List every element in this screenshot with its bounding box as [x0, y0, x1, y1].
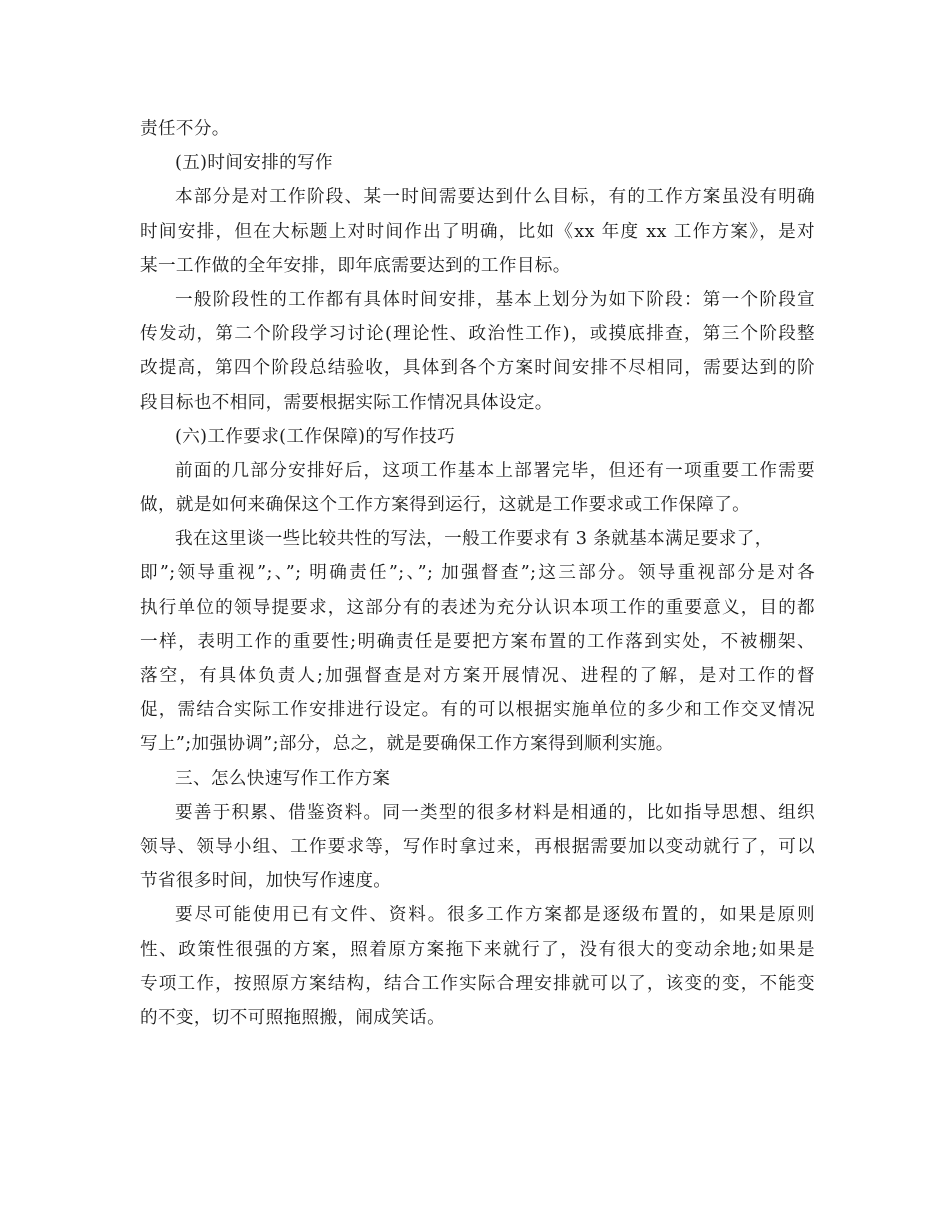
document-body: [140, 112, 815, 1035]
paragraph-line: 专项工作，按照原方案结构，结合工作实际合理安排就可以了，该变的变，不能变: [140, 973, 815, 994]
paragraph-line: 要善于积累、借鉴资料。同一类型的很多材料是相通的，比如指导思想、组织: [175, 802, 815, 823]
paragraph-line: 做，就是如何来确保这个工作方案得到运行，这就是工作要求或工作保障了。: [140, 495, 751, 516]
paragraph-line: 一般阶段性的工作都有具体时间安排，基本上划分为如下阶段：第一个阶段宣: [175, 289, 815, 310]
paragraph-line: 即”;领导重视”;、”; 明确责任”;、”; 加强督查”;这三部分。领导重视部分是对各: [140, 563, 815, 584]
paragraph-line: 节省很多时间，加快写作速度。: [140, 871, 392, 892]
paragraph-line: 责任不分。: [140, 119, 230, 139]
paragraph-line: 传发动，第二个阶段学习讨论(理论性、政治性工作)，或摸底排查，第三个阶段整: [140, 324, 815, 345]
paragraph-line: 某一工作做的全年安排，即年底需要达到的工作目标。: [140, 255, 571, 276]
paragraph-line: 一样，表明工作的重要性;明确责任是要把方案布置的工作落到实处，不被棚架、: [140, 631, 815, 652]
paragraph-line: 落空，有具体负责人;加强督查是对方案开展情况、进程的了解，是对工作的督: [140, 666, 815, 686]
paragraph-line: 领导、领导小组、工作要求等，写作时拿过来，再根据需要加以变动就行了，可以: [140, 836, 815, 857]
paragraph-line: 前面的几部分安排好后，这项工作基本上部署完毕，但还有一项重要工作需要: [175, 460, 815, 481]
paragraph-line: 时间安排，但在大标题上对时间作出了明确，比如《xx 年度 xx 工作方案》，是对: [140, 221, 815, 242]
paragraph-line: 本部分是对工作阶段、某一时间需要达到什么目标，有的工作方案虽没有明确: [175, 187, 815, 208]
paragraph-line: 执行单位的领导提要求，这部分有的表述为充分认识本项工作的重要意义，目的都: [140, 597, 815, 618]
paragraph-line: 的不变，切不可照拖照搬，闹成笑话。: [140, 1007, 446, 1028]
section-heading-quick-writing: 三、怎么快速写作工作方案: [175, 768, 391, 789]
paragraph-line: 改提高，第四个阶段总结验收，具体到各个方案时间安排不尽相同，需要达到的阶: [140, 358, 815, 379]
section-heading-time-arrangement: (五)时间安排的写作: [175, 153, 333, 174]
paragraph-line: 我在这里谈一些比较共性的写法，一般工作要求有 3 条就基本满足要求了，: [175, 529, 773, 550]
paragraph-line: 段目标也不相同，需要根据实际工作情况具体设定。: [140, 392, 553, 413]
paragraph-line: 性、政策性很强的方案，照着原方案拖下来就行了，没有很大的变动余地;如果是: [140, 939, 815, 960]
paragraph-line: 写上”;加强协调”;部分，总之，就是要确保工作方案得到顺利实施。: [140, 734, 674, 755]
section-heading-work-requirements: (六)工作要求(工作保障)的写作技巧: [175, 426, 456, 447]
paragraph-line: 要尽可能使用已有文件、资料。很多工作方案都是逐级布置的，如果是原则: [175, 905, 815, 926]
paragraph-line: 促，需结合实际工作安排进行设定。有的可以根据实施单位的多少和工作交叉情况: [140, 700, 815, 721]
